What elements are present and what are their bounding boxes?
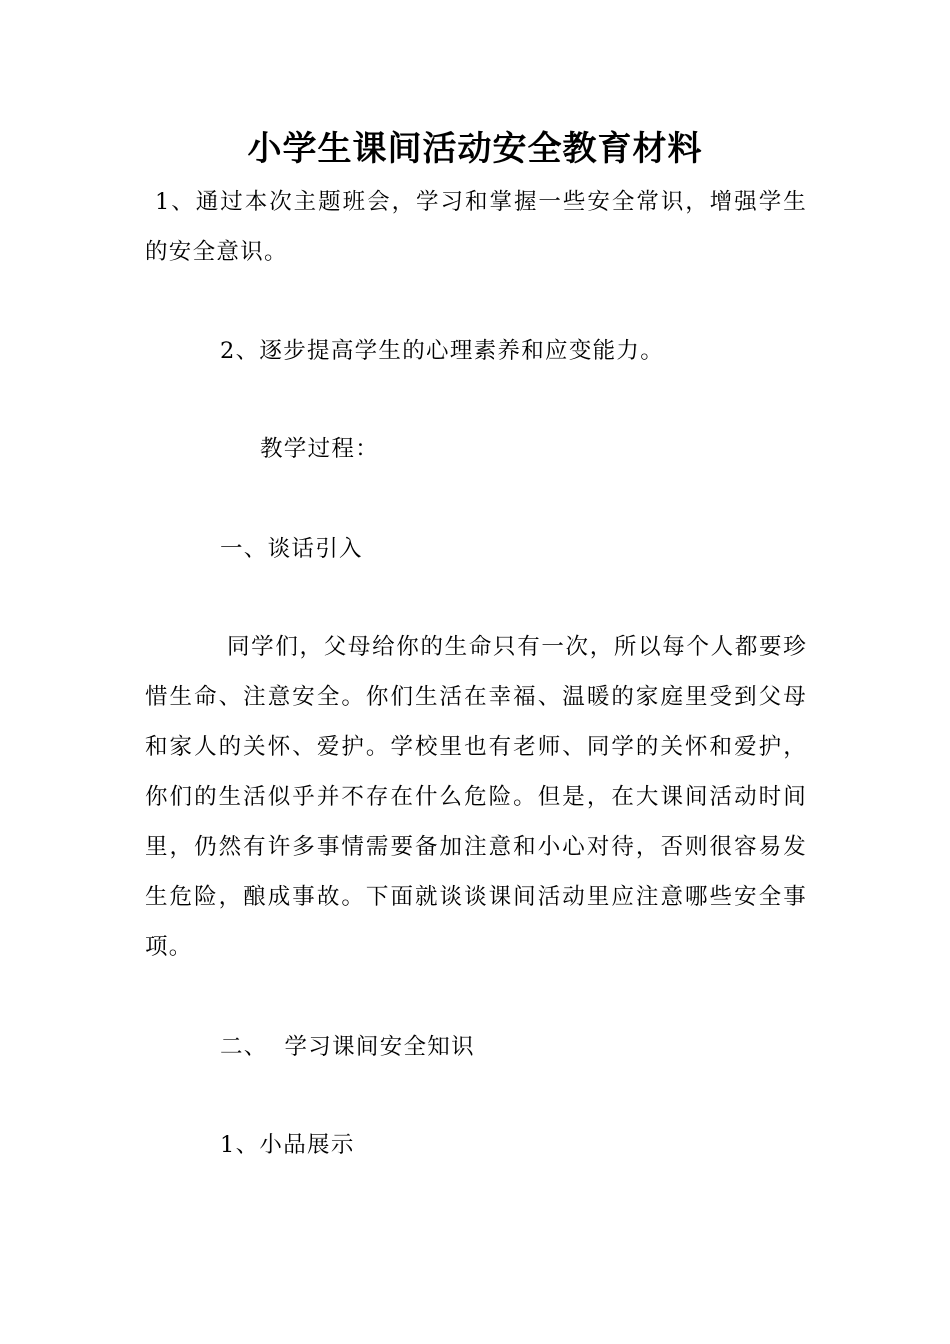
- section-1-heading: 一、谈话引入: [220, 536, 363, 562]
- item-1-heading: 1、小品展示: [220, 1132, 355, 1158]
- section-2-heading: 二、 学习课间安全知识: [220, 1034, 475, 1060]
- process-heading: 教学过程：: [260, 436, 380, 462]
- goal-2-paragraph: 2、逐步提高学生的心理素养和应变能力。: [220, 338, 665, 364]
- goal-1-paragraph: 1、通过本次主题班会，学习和掌握一些安全常识，增强学生的安全意识。: [145, 189, 807, 265]
- section-1-body: 同学们，父母给你的生命只有一次，所以每个人都要珍惜生命、注意安全。你们生活在幸福、温暖的家庭里受到父母和家人的关怀、爱护。学校里也有老师、同学的关怀和爱护，你们的生活似乎并不存在什么危险。但是，在大课间活动时间里，仍然有许多事情需要备加注意和小心对待，否则很容易发生危险，酿成事故。下面就谈谈课间活动里应注意哪些安全事项。: [145, 634, 807, 960]
- document-title: 小学生课间活动安全教育材料: [247, 129, 703, 169]
